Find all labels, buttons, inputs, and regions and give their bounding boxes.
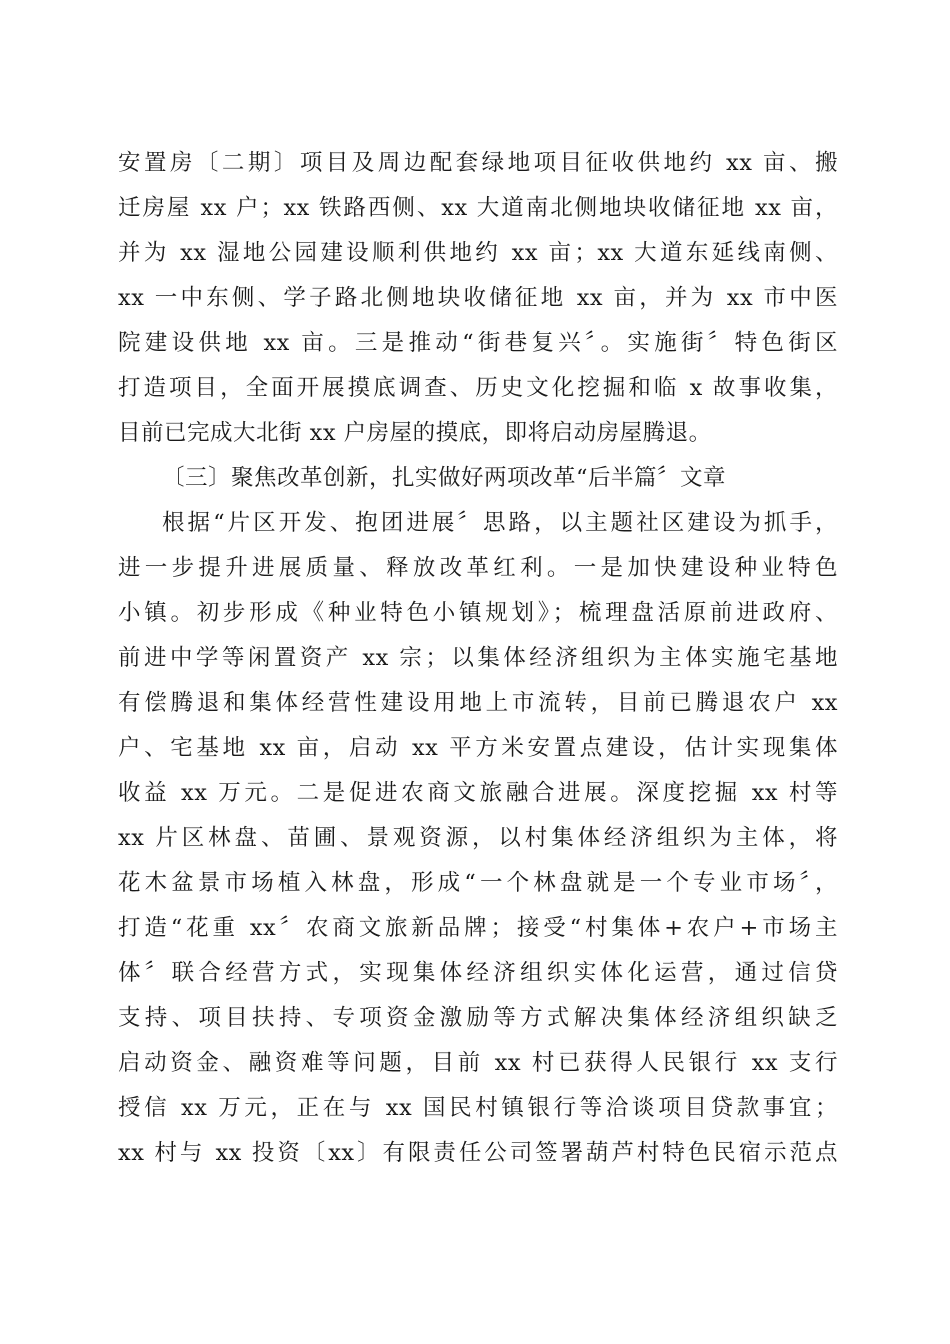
para1-line-6: 打造项目，全面开展摸底调查、历史文化挖掘和临 x 故事收集， [118,375,838,401]
para1-line-3: 并为 xx 湿地公园建设顺利供地约 xx 亩；xx 大道东延线南侧、 [118,240,838,266]
para2-line-5: 有偿腾退和集体经营性建设用地上市流转，目前已腾退农户 xx [118,690,838,716]
para1-line-5: 院建设供地 xx 亩。三是推动“街巷复兴〞。实施街〞特色街区 [118,330,838,356]
para2-line-12: 支持、项目扶持、专项资金激励等方式解决集体经济组织缺乏 [118,1005,838,1031]
para1-line-7: 目前已完成大北街 xx 户房屋的摸底，即将启动房屋腾退。 [118,420,712,446]
para2-line-1: 根据“片区开发、抱团进展〞思路，以主题社区建设为抓手， [162,510,838,536]
para2-line-6: 户、宅基地 xx 亩，启动 xx 平方米安置点建设，估计实现集体 [118,735,838,761]
section-heading-3: 〔三〕聚焦改革创新，扎实做好两项改革“后半篇〞文章 [162,465,727,491]
para2-line-4: 前进中学等闲置资产 xx 宗；以集体经济组织为主体实施宅基地 [118,645,838,671]
para2-line-7: 收益 xx 万元。二是促进农商文旅融合进展。深度挖掘 xx 村等 [118,780,838,806]
para2-line-10: 打造“花重 xx〞农商文旅新品牌；接受“村集体+农户+市场主 [118,915,838,941]
para2-line-2: 进一步提升进展质量、释放改革红利。一是加快建设种业特色 [118,555,838,581]
para2-line-3: 小镇。初步形成《种业特色小镇规划》；梳理盘活原前进政府、 [118,600,838,626]
para2-line-15: xx 村与 xx 投资〔xx〕有限责任公司签署葫芦村特色民宿示范点 [118,1140,838,1166]
para2-line-8: xx 片区林盘、苗圃、景观资源，以村集体经济组织为主体，将 [118,825,838,851]
para2-line-11: 体〞联合经营方式，实现集体经济组织实体化运营，通过信贷 [118,960,838,986]
para2-line-9: 花木盆景市场植入林盘，形成“一个林盘就是一个专业市场〞， [118,870,838,896]
para1-line-1: 安置房〔二期〕项目及周边配套绿地项目征收供地约 xx 亩、搬 [118,150,838,176]
para2-line-14: 授信 xx 万元，正在与 xx 国民村镇银行等洽谈项目贷款事宜； [118,1095,838,1121]
para1-line-4: xx 一中东侧、学子路北侧地块收储征地 xx 亩，并为 xx 市中医 [118,285,838,311]
para1-line-2: 迁房屋 xx 户；xx 铁路西侧、xx 大道南北侧地块收储征地 xx 亩， [118,195,838,221]
para2-line-13: 启动资金、融资难等问题，目前 xx 村已获得人民银行 xx 支行 [118,1050,838,1076]
